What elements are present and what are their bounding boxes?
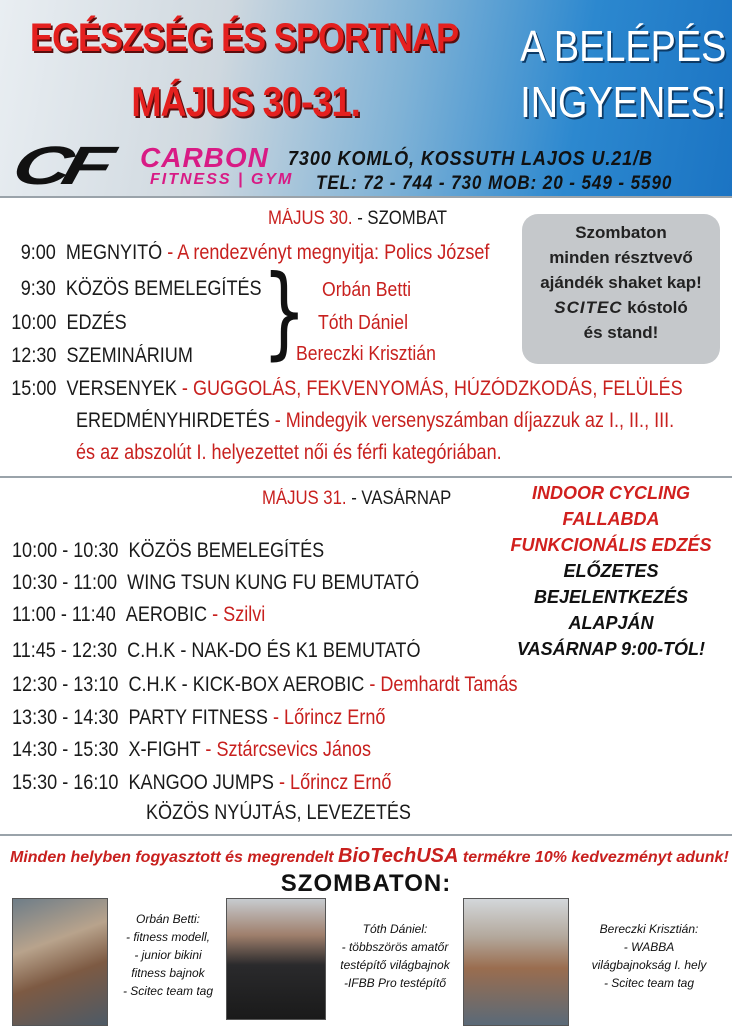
guest-line: - junior bikini xyxy=(134,948,202,962)
guest-card xyxy=(330,920,460,992)
speaker-brace: } xyxy=(262,253,307,370)
info-line: BEJELENTKEZÉS xyxy=(533,587,689,607)
photo-bereczki-krisztian xyxy=(463,898,569,1026)
row-time: 11:00 - 11:40 xyxy=(12,603,116,626)
promo-text: termékre 10% kedvezményt adunk! xyxy=(458,849,729,866)
info-line: FALLABDA xyxy=(562,509,660,529)
row-event: C.H.K - NAK-DO ÉS K1 BEMUTATÓ xyxy=(127,639,421,662)
speaker-name: Bereczki Krisztián xyxy=(296,343,436,365)
saturday-guests-title: SZOMBATON: xyxy=(280,870,452,897)
guest-line: - többszörös amatőr xyxy=(341,940,449,954)
guest-line: - WABBA xyxy=(623,940,675,954)
speaker-name: Orbán Betti xyxy=(322,279,412,301)
info-line: INDOOR CYCLING xyxy=(531,483,690,503)
free-entry-line-2: INGYENES! xyxy=(520,78,727,127)
row-event: X-FIGHT xyxy=(128,738,201,761)
photo-toth-daniel xyxy=(226,898,326,1020)
day2-weekday: - VASÁRNAP xyxy=(346,488,452,509)
day2-row xyxy=(12,672,518,698)
guest-name: Bereczki Krisztián: xyxy=(599,922,699,936)
row-detail: - A rendezvényt megnyitja: Polics József xyxy=(162,241,490,264)
row-time: 9:00 xyxy=(20,241,56,264)
day1-heading xyxy=(268,208,447,230)
row-time: 13:30 - 14:30 xyxy=(12,706,119,729)
row-event: KÖZÖS BEMELEGÍTÉS xyxy=(128,539,325,562)
guest-card xyxy=(574,920,724,992)
results-detail-2: és az abszolút I. helyezettet női és férfi kategóriában. xyxy=(76,441,502,464)
guest-line: - Scitec team tag xyxy=(122,984,214,998)
row-time: 14:30 - 15:30 xyxy=(12,738,119,761)
row-detail: - Szilvi xyxy=(207,603,266,626)
guest-line: -IFBB Pro testépítő xyxy=(343,976,447,990)
info-line: ELŐZETES xyxy=(563,561,659,581)
day1-row xyxy=(10,343,193,369)
day2-row xyxy=(12,538,324,564)
row-detail: - Demhardt Tamás xyxy=(364,673,518,696)
guest-name: Tóth Dániel: xyxy=(362,922,428,936)
row-time: 10:00 xyxy=(11,311,57,334)
day2-row xyxy=(12,602,265,628)
info-line: és stand! xyxy=(583,323,659,342)
day2-date: MÁJUS 31. xyxy=(262,488,347,509)
row-time: 10:00 - 10:30 xyxy=(12,539,119,562)
day1-row xyxy=(18,240,489,266)
row-event: PARTY FITNESS xyxy=(128,706,268,729)
day2-row xyxy=(12,770,391,796)
row-event: MEGNYITÓ xyxy=(65,241,163,264)
saturday-info-box xyxy=(522,214,720,364)
row-time: 15:00 xyxy=(11,377,57,400)
row-time: 9:30 xyxy=(20,277,56,300)
row-time: 12:30 xyxy=(11,344,57,367)
info-line-text: kóstoló xyxy=(622,298,688,317)
row-event: AEROBIC xyxy=(125,603,208,626)
row-detail: - Sztárcsevics János xyxy=(200,738,372,761)
closing-activity: KÖZÖS NYÚJTÁS, LEVEZETÉS xyxy=(146,801,411,824)
day2-heading xyxy=(262,488,451,510)
day2-row xyxy=(12,705,385,731)
guest-name: Orbán Betti: xyxy=(135,912,201,926)
row-event: VERSENYEK xyxy=(66,377,177,400)
row-event: SZEMINÁRIUM xyxy=(66,344,193,367)
info-line: ALAPJÁN xyxy=(568,613,654,633)
row-event: KÖZÖS BEMELEGÍTÉS xyxy=(65,277,262,300)
results-detail: - Mindegyik versenyszámban díjazzuk az I., II., III. xyxy=(269,409,675,432)
day1-row xyxy=(10,310,127,336)
day1-weekday: - SZOMBAT xyxy=(352,208,447,229)
section-divider xyxy=(0,476,732,478)
phone-numbers: TEL: 72 - 744 - 730 MOB: 20 - 549 - 5590 xyxy=(316,173,673,194)
biotech-logo-text: BioTechUSA xyxy=(338,845,459,867)
discount-promo xyxy=(10,845,729,868)
row-event: EDZÉS xyxy=(66,311,127,334)
day1-row xyxy=(18,276,262,302)
event-date: MÁJUS 30-31. xyxy=(131,78,360,125)
guest-card xyxy=(112,910,224,1000)
info-line: minden résztvevő xyxy=(549,248,693,267)
guest-line: világbajnokság I. hely xyxy=(591,958,707,972)
guest-line: - fitness modell, xyxy=(125,930,211,944)
day2-row xyxy=(12,737,371,763)
info-line: ajándék shaket kap! xyxy=(540,273,702,292)
free-entry-line-1: A BELÉPÉS xyxy=(520,22,727,71)
logo-fitness-gym-text: FITNESS | GYM xyxy=(150,171,294,188)
address: 7300 KOMLÓ, KOSSUTH LAJOS U.21/B xyxy=(288,148,653,170)
day1-date: MÁJUS 30. xyxy=(268,208,353,229)
info-line: FUNKCIONÁLIS EDZÉS xyxy=(510,535,712,555)
day2-row xyxy=(12,638,421,664)
guest-line: fitness bajnok xyxy=(131,966,205,980)
results-title: EREDMÉNYHIRDETÉS xyxy=(76,409,270,432)
row-event: KANGOO JUMPS xyxy=(128,771,274,794)
info-line: VASÁRNAP 9:00-TÓL! xyxy=(516,639,705,659)
results-row xyxy=(76,408,674,434)
logo-cf-mark: CF xyxy=(6,136,112,196)
guest-line: - Scitec team tag xyxy=(603,976,695,990)
event-title: EGÉSZSÉG ÉS SPORTNAP xyxy=(30,16,459,60)
row-time: 15:30 - 16:10 xyxy=(12,771,119,794)
day2-row xyxy=(12,570,419,596)
scitec-logo-text: SCITEC xyxy=(554,298,623,317)
promo-text: Minden helyben fogyasztott és megrendelt xyxy=(10,849,339,866)
info-line xyxy=(522,295,720,320)
speaker-name: Tóth Dániel xyxy=(318,312,409,334)
row-detail: - GUGGOLÁS, FEKVENYOMÁS, HÚZÓDZKODÁS, FELÜLÉS xyxy=(176,377,683,400)
row-detail: - Lőrincz Ernő xyxy=(273,771,392,794)
guest-line: testépítő világbajnok xyxy=(340,958,450,972)
header-banner xyxy=(0,0,732,198)
row-time: 10:30 - 11:00 xyxy=(12,571,118,594)
info-line: Szombaton xyxy=(575,223,667,242)
logo-carbon-text: CARBON xyxy=(140,142,269,173)
row-event: C.H.K - KICK-BOX AEROBIC xyxy=(128,673,365,696)
sunday-info-box xyxy=(500,480,722,662)
section-divider xyxy=(0,834,732,836)
row-event: WING TSUN KUNG FU BEMUTATÓ xyxy=(127,571,420,594)
row-detail: - Lőrincz Ernő xyxy=(267,706,386,729)
row-time: 12:30 - 13:10 xyxy=(12,673,119,696)
day1-row xyxy=(10,376,683,402)
photo-orban-betti xyxy=(12,898,108,1026)
row-time: 11:45 - 12:30 xyxy=(12,639,118,662)
